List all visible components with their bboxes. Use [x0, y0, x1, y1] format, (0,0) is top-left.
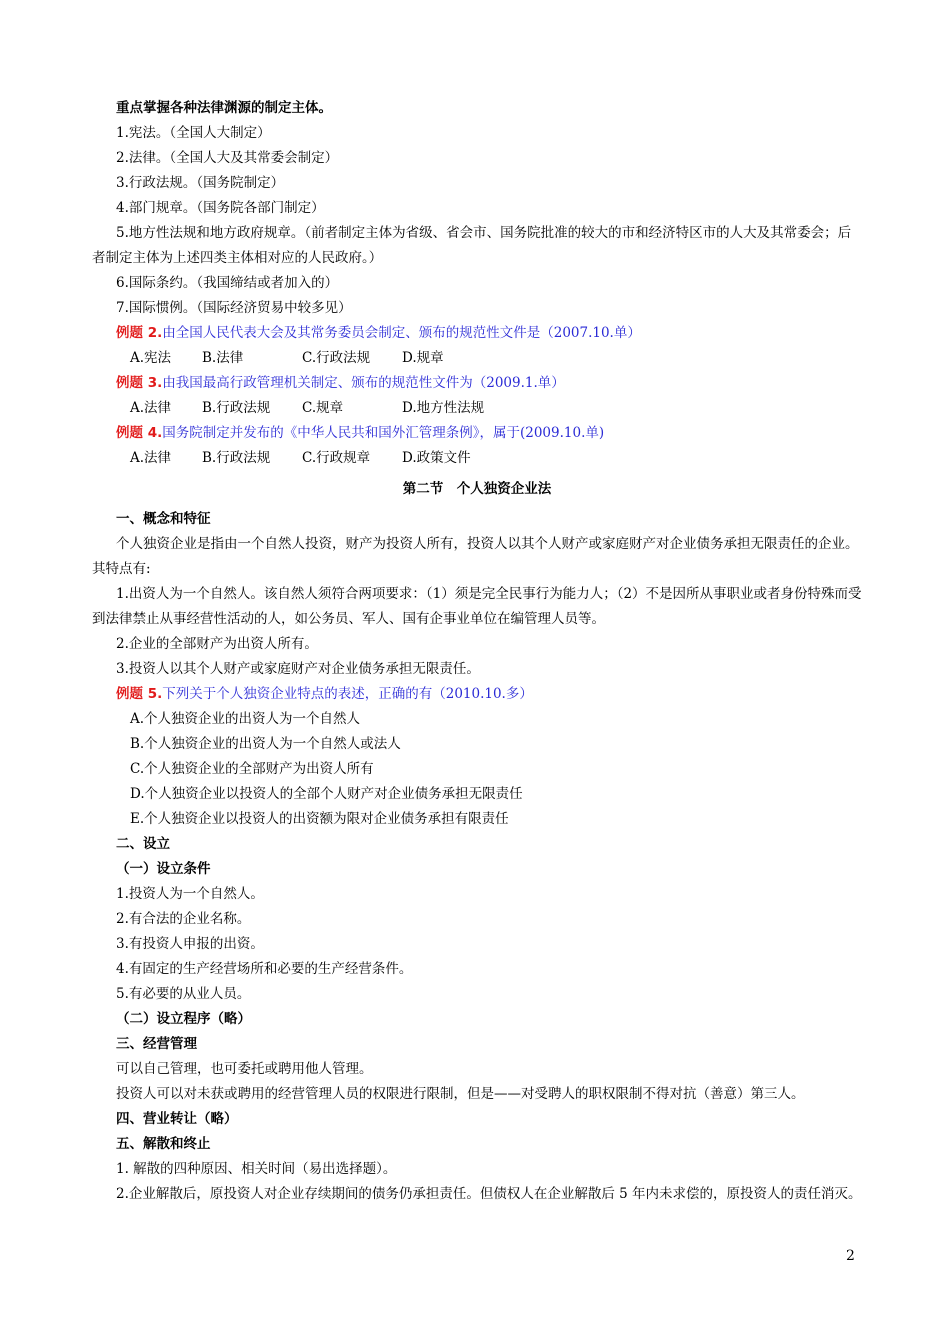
part2-sub1: （一）设立条件 — [116, 861, 211, 877]
option: A.法律 — [130, 450, 172, 466]
source-item: 2.法律。（全国人大及其常委会制定） — [116, 150, 339, 166]
example-label: 例题 2. — [116, 325, 163, 341]
example-3 — [92, 371, 862, 396]
example-3-options — [92, 396, 862, 421]
option: D.政策文件 — [402, 450, 471, 466]
section-title: 第二节 个人独资企业法 — [402, 481, 552, 497]
example-4-options — [92, 446, 862, 471]
option: C.规章 — [302, 400, 344, 416]
part1-intro: 个人独资企业是指由一个自然人投资，财产为投资人所有，投资人以其个人财产或家庭财产对企业债务承担无限责任的企业。其特点有: — [92, 536, 859, 577]
condition-item: 3.有投资人申报的出资。 — [116, 936, 264, 952]
example-label: 例题 5. — [116, 686, 163, 702]
option: B.个人独资企业的出资人为一个自然人或法人 — [130, 736, 401, 752]
example-2-options — [92, 346, 862, 371]
option: E.个人独资企业以投资人的出资额为限对企业债务承担有限责任 — [130, 811, 509, 827]
option: A.宪法 — [130, 350, 172, 366]
part4-title: 四、营业转让（略） — [116, 1111, 238, 1127]
part2-sub2: （二）设立程序（略） — [116, 1011, 251, 1027]
example-question: 由我国最高行政管理机关制定、颁布的规范性文件为（2009.1.单） — [162, 375, 565, 391]
condition-item: 2.有合法的企业名称。 — [116, 911, 251, 927]
part5-title: 五、解散和终止 — [116, 1136, 211, 1152]
example-question: 下列关于个人独资企业特点的表述，正确的有（2010.10.多） — [162, 686, 533, 702]
option: B.法律 — [202, 350, 244, 366]
option: C.行政法规 — [302, 350, 371, 366]
condition-item: 1.投资人为一个自然人。 — [116, 886, 264, 902]
option: C.个人独资企业的全部财产为出资人所有 — [130, 761, 374, 777]
part2-title: 二、设立 — [116, 836, 170, 852]
source-item: 5.地方性法规和地方政府规章。（前者制定主体为省级、省会市、国务院批准的较大的市和经济特区市的人大及其常委会；后者制定主体为上述四类主体相对应的人民政府。） — [92, 225, 852, 266]
source-item: 6.国际条约。（我国缔结或者加入的） — [116, 275, 339, 291]
part3-title: 三、经营管理 — [116, 1036, 197, 1052]
source-item: 3.行政法规。（国务院制定） — [116, 175, 285, 191]
option: C.行政规章 — [302, 450, 371, 466]
document-page — [92, 96, 862, 1207]
option: A.个人独资企业的出资人为一个自然人 — [130, 711, 361, 727]
heading: 重点掌握各种法律渊源的制定主体。 — [116, 100, 332, 116]
source-item: 1.宪法。（全国人大制定） — [116, 125, 271, 141]
page-number: 2 — [846, 1248, 855, 1264]
part5-line: 1. 解散的四种原因、相关时间（易出选择题）。 — [116, 1161, 397, 1177]
option: D.规章 — [402, 350, 444, 366]
example-4 — [92, 421, 862, 446]
part3-line: 可以自己管理，也可委托或聘用他人管理。 — [116, 1061, 373, 1077]
part1-item: 2.企业的全部财产为出资人所有。 — [116, 636, 318, 652]
example-2 — [92, 321, 862, 346]
option: B.行政法规 — [202, 400, 271, 416]
part1-title: 一、概念和特征 — [116, 511, 211, 527]
example-label: 例题 3. — [116, 375, 163, 391]
source-item: 4.部门规章。（国务院各部门制定） — [116, 200, 325, 216]
option: A.法律 — [130, 400, 172, 416]
example-label: 例题 4. — [116, 425, 163, 441]
example-question: 由全国人民代表大会及其常务委员会制定、颁布的规范性文件是（2007.10.单） — [162, 325, 641, 341]
part1-item: 1.出资人为一个自然人。该自然人须符合两项要求：（1）须是完全民事行为能力人；（2）不是因所从事职业或者身份特殊而受到法律禁止从事经营性活动的人，如公务员、军人、国有企事业单位在编管理人员等。 — [92, 586, 862, 627]
part3-line: 投资人可以对未获或聘用的经营管理人员的权限进行限制，但是——对受聘人的职权限制不得对抗（善意）第三人。 — [116, 1086, 805, 1102]
option: D.个人独资企业以投资人的全部个人财产对企业债务承担无限责任 — [130, 786, 523, 802]
condition-item: 5.有必要的从业人员。 — [116, 986, 251, 1002]
condition-item: 4.有固定的生产经营场所和必要的生产经营条件。 — [116, 961, 413, 977]
example-question: 国务院制定并发布的《中华人民共和国外汇管理条例》，属于(2009.10.单) — [162, 425, 605, 441]
part1-item: 3.投资人以其个人财产或家庭财产对企业债务承担无限责任。 — [116, 661, 480, 677]
option: B.行政法规 — [202, 450, 271, 466]
part5-line: 2.企业解散后，原投资人对企业存续期间的债务仍承担责任。但债权人在企业解散后 5 年内未求偿的，原投资人的责任消灭。 — [116, 1186, 862, 1202]
option: D.地方性法规 — [402, 400, 485, 416]
example-5 — [92, 682, 862, 707]
source-item: 7.国际惯例。（国际经济贸易中较多见） — [116, 300, 352, 316]
